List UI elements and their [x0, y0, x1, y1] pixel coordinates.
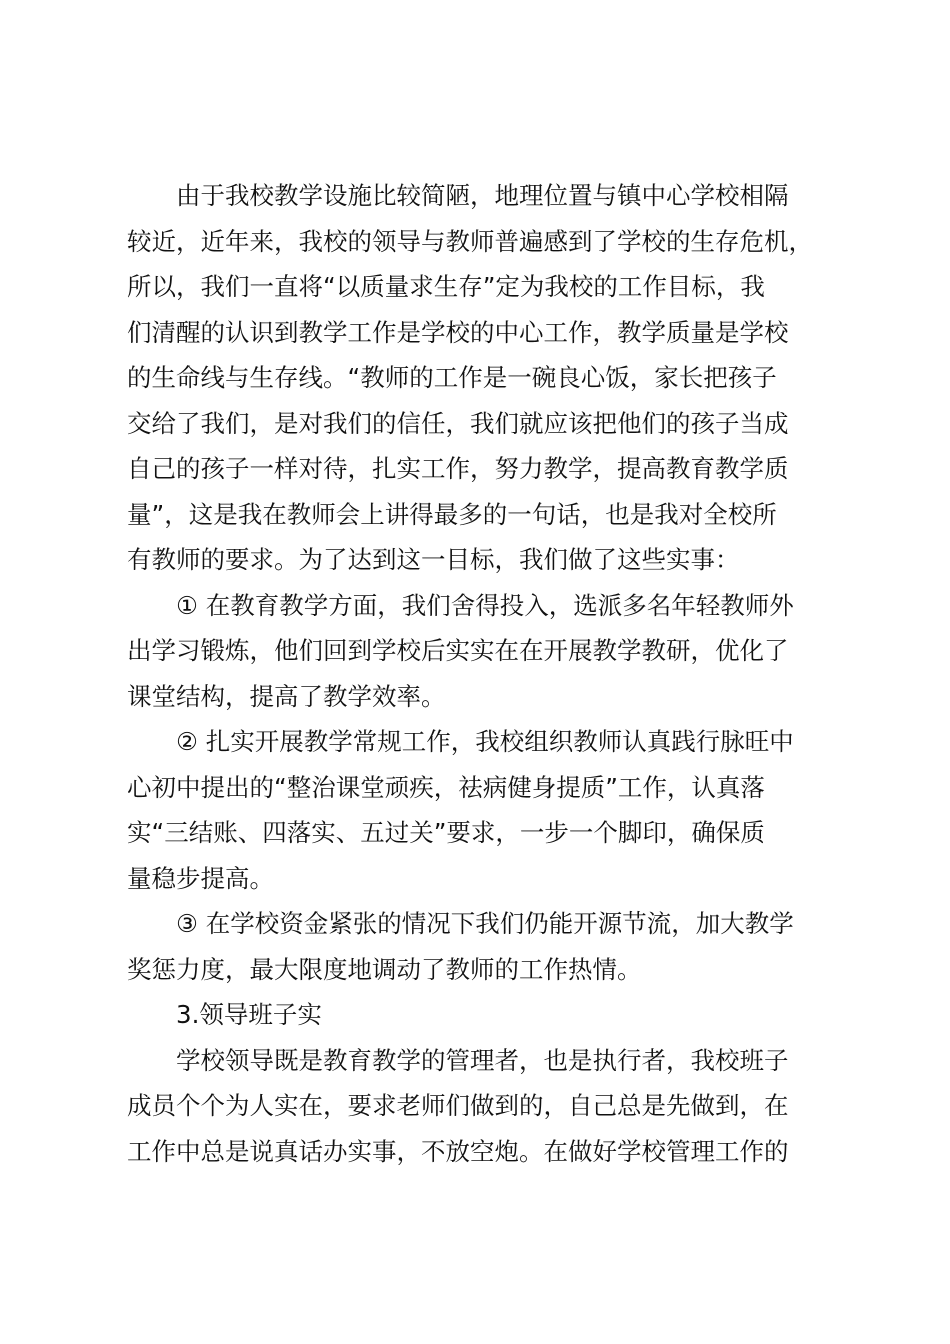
paragraph-school-goal [127, 173, 833, 583]
heading-text: 3.领导班子实 [176, 1000, 322, 1029]
paragraph-leadership [127, 1038, 833, 1175]
text-line: 奖惩力度，最大限度地调动了教师的工作热情。 [127, 954, 642, 984]
text-line: 出学习锻炼，他们回到学校后实实在在开展教学教研，优化了 [127, 636, 789, 665]
text-line: 由于我校教学设施比较简陋，地理位置与镇中心学校相隔 [176, 181, 789, 210]
text-line: 量”，这是我在教师会上讲得最多的一句话，也是我对全校所 [127, 499, 777, 529]
paragraph-item-1 [127, 583, 833, 720]
text-line: 所以，我们一直将“以质量求生存”定为我校的工作目标，我 [127, 272, 765, 301]
text-line: 们清醒的认识到教学工作是学校的中心工作，教学质量是学校 [127, 317, 789, 347]
text-line: 成员个个为人实在，要求老师们做到的，自己总是先做到，在 [127, 1091, 789, 1120]
text-line: 心初中提出的“整治课堂顽疾，祛病健身提质”工作，认真落 [127, 772, 765, 802]
text-line: ③ 在学校资金紧张的情况下我们仍能开源节流，加大教学 [176, 909, 794, 938]
text-line: 量稳步提高。 [127, 863, 274, 893]
text-line: 较近，近年来，我校的领导与教师普遍感到了学校的生存危机， [127, 226, 813, 256]
document-body [127, 173, 833, 1174]
section-heading [127, 992, 833, 1038]
text-line: 学校领导既是教育教学的管理者，也是执行者，我校班子 [176, 1045, 789, 1075]
text-line: 自己的孩子一样对待，扎实工作，努力教学，提高教育教学质 [127, 454, 789, 483]
text-line: 交给了我们，是对我们的信任，我们就应该把他们的孩子当成 [127, 408, 789, 438]
text-line: 实“三结账、四落实、五过关”要求，一步一个脚印，确保质 [127, 818, 765, 847]
text-line: ① 在教育教学方面，我们舍得投入，选派多名年轻教师外 [176, 590, 794, 620]
paragraph-item-2 [127, 719, 833, 901]
text-line: 工作中总是说真话办实事，不放空炮。在做好学校管理工作的 [127, 1136, 789, 1166]
text-line: 有教师的要求。为了达到这一目标，我们做了这些实事： [127, 545, 740, 574]
text-line: ② 扎实开展教学常规工作，我校组织教师认真践行脉旺中 [176, 727, 794, 756]
paragraph-item-3 [127, 901, 833, 992]
text-line: 的生命线与生存线。“教师的工作是一碗良心饭，家长把孩子 [127, 363, 777, 392]
text-line: 课堂结构，提高了教学效率。 [127, 681, 446, 711]
